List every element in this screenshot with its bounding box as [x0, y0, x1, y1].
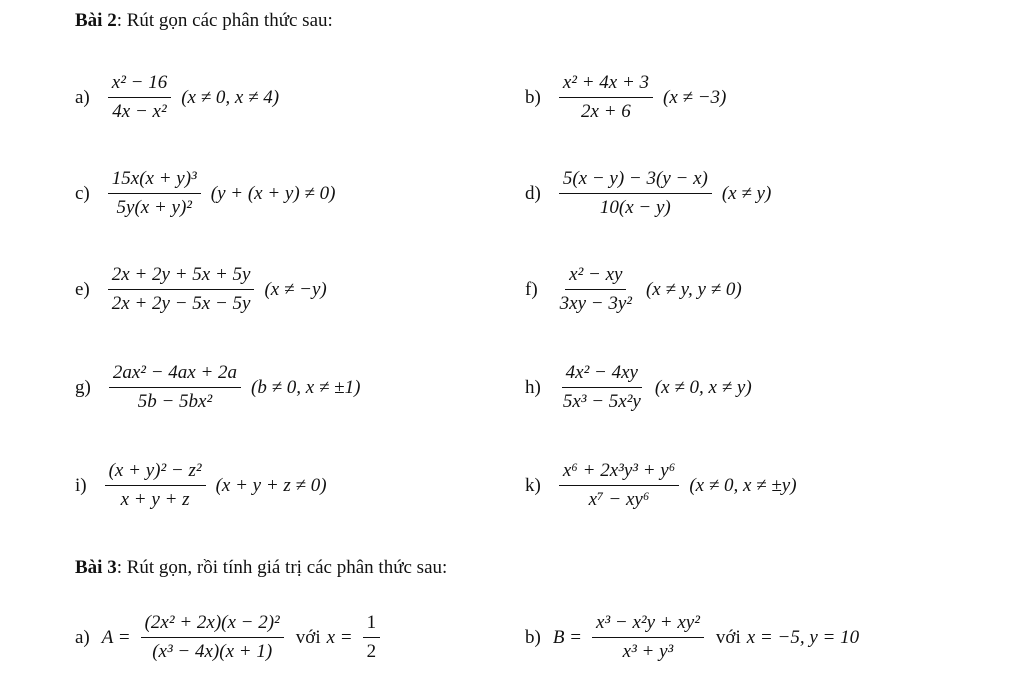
- bai3-title: Bài 3: [75, 557, 117, 578]
- condition: (x ≠ y): [721, 182, 772, 204]
- expression-name: B =: [552, 626, 583, 648]
- problem-label: e): [75, 278, 90, 300]
- fraction-denominator: x⁷ − xy⁶: [588, 489, 650, 510]
- problem-label: c): [75, 182, 90, 204]
- fraction: [556, 264, 636, 315]
- problem-f: [525, 264, 742, 315]
- fraction-denominator: 5y(x + y)²: [116, 197, 192, 218]
- fraction-denominator: 5b − 5bx²: [137, 391, 213, 412]
- problem-label: a): [75, 626, 90, 648]
- condition: (b ≠ 0, x ≠ ±1): [251, 376, 361, 398]
- fraction: [559, 362, 645, 413]
- fraction-denominator: 2x + 6: [581, 101, 631, 122]
- fraction: [559, 168, 712, 219]
- fraction-denominator: 2x + 2y − 5x − 5y: [111, 293, 251, 314]
- expression-name: A =: [101, 626, 131, 648]
- fraction: [559, 460, 679, 511]
- fraction: [108, 72, 171, 123]
- value-denominator: 2: [366, 641, 377, 662]
- fraction-denominator: x + y + z: [120, 489, 190, 510]
- problem-label: h): [525, 376, 541, 398]
- fraction-numerator: x² − xy: [565, 264, 626, 290]
- fraction-denominator: 3xy − 3y²: [559, 293, 632, 314]
- problem-b: [525, 72, 726, 123]
- variable-assign: x =: [326, 626, 353, 648]
- fraction-denominator: 10(x − y): [599, 197, 671, 218]
- problem-label: b): [525, 626, 541, 648]
- problem-i: [75, 460, 327, 511]
- condition: (x ≠ −3): [663, 86, 727, 108]
- bai2-text: : Rút gọn các phân thức sau:: [116, 10, 333, 31]
- fraction-numerator: 15x(x + y)³: [108, 168, 201, 194]
- fraction: [105, 460, 206, 511]
- fraction-numerator: 2ax² − 4ax + 2a: [109, 362, 241, 388]
- fraction-numerator: (2x² + 2x)(x − 2)²: [141, 612, 284, 638]
- fraction: [108, 168, 201, 219]
- problem-label: i): [75, 474, 87, 496]
- bai2-title: Bài 2: [75, 10, 117, 31]
- fraction: [592, 612, 704, 663]
- fraction-numerator: x³ − x²y + xy²: [592, 612, 704, 638]
- fraction-numerator: 5(x − y) − 3(y − x): [559, 168, 712, 194]
- condition: (y + (x + y) ≠ 0): [210, 182, 336, 204]
- condition: (x ≠ −y): [264, 278, 327, 300]
- problem-label: a): [75, 86, 90, 108]
- condition: (x ≠ 0, x ≠ y): [654, 376, 752, 398]
- problem-g: [75, 362, 360, 413]
- fraction-numerator: 2x + 2y + 5x + 5y: [108, 264, 255, 290]
- fraction-denominator: 4x − x²: [112, 101, 167, 122]
- bai3-problem-a: [75, 612, 386, 663]
- problem-a: [75, 72, 279, 123]
- condition: (x ≠ 0, x ≠ ±y): [689, 474, 797, 496]
- bai3-text: : Rút gọn, rồi tính giá trị các phân thức sau:: [116, 557, 448, 578]
- fraction-numerator: (x + y)² − z²: [105, 460, 206, 486]
- problem-label: b): [525, 86, 541, 108]
- bai3-problem-b: [525, 612, 859, 663]
- problem-k: [525, 460, 797, 511]
- bai2-heading: [75, 10, 333, 32]
- fraction-numerator: x⁶ + 2x³y³ + y⁶: [559, 460, 679, 486]
- fraction-numerator: x² − 16: [108, 72, 171, 98]
- problem-label: d): [525, 182, 541, 204]
- problem-c: [75, 168, 335, 219]
- problem-h: [525, 362, 752, 413]
- bai3-heading: [75, 557, 447, 579]
- condition: (x ≠ y, y ≠ 0): [645, 278, 742, 300]
- fraction-numerator: x² + 4x + 3: [559, 72, 653, 98]
- fraction: [141, 612, 284, 663]
- fraction: [108, 264, 255, 315]
- fraction-denominator: x³ + y³: [622, 641, 674, 662]
- fraction: [109, 362, 241, 413]
- condition: (x + y + z ≠ 0): [215, 474, 327, 496]
- fraction-denominator: 5x³ − 5x²y: [562, 391, 641, 412]
- problem-d: [525, 168, 771, 219]
- with-word: với: [715, 626, 741, 648]
- fraction-numerator: 4x² − 4xy: [562, 362, 642, 388]
- variable-values: x = −5, y = 10: [746, 626, 860, 648]
- problem-label: f): [525, 278, 538, 300]
- with-word: với: [295, 626, 321, 648]
- problem-label: g): [75, 376, 91, 398]
- value-numerator: 1: [363, 612, 381, 638]
- problem-e: [75, 264, 327, 315]
- value-fraction: [363, 612, 381, 663]
- condition: (x ≠ 0, x ≠ 4): [181, 86, 280, 108]
- fraction: [559, 72, 653, 123]
- problem-label: k): [525, 474, 541, 496]
- fraction-denominator: (x³ − 4x)(x + 1): [152, 641, 273, 662]
